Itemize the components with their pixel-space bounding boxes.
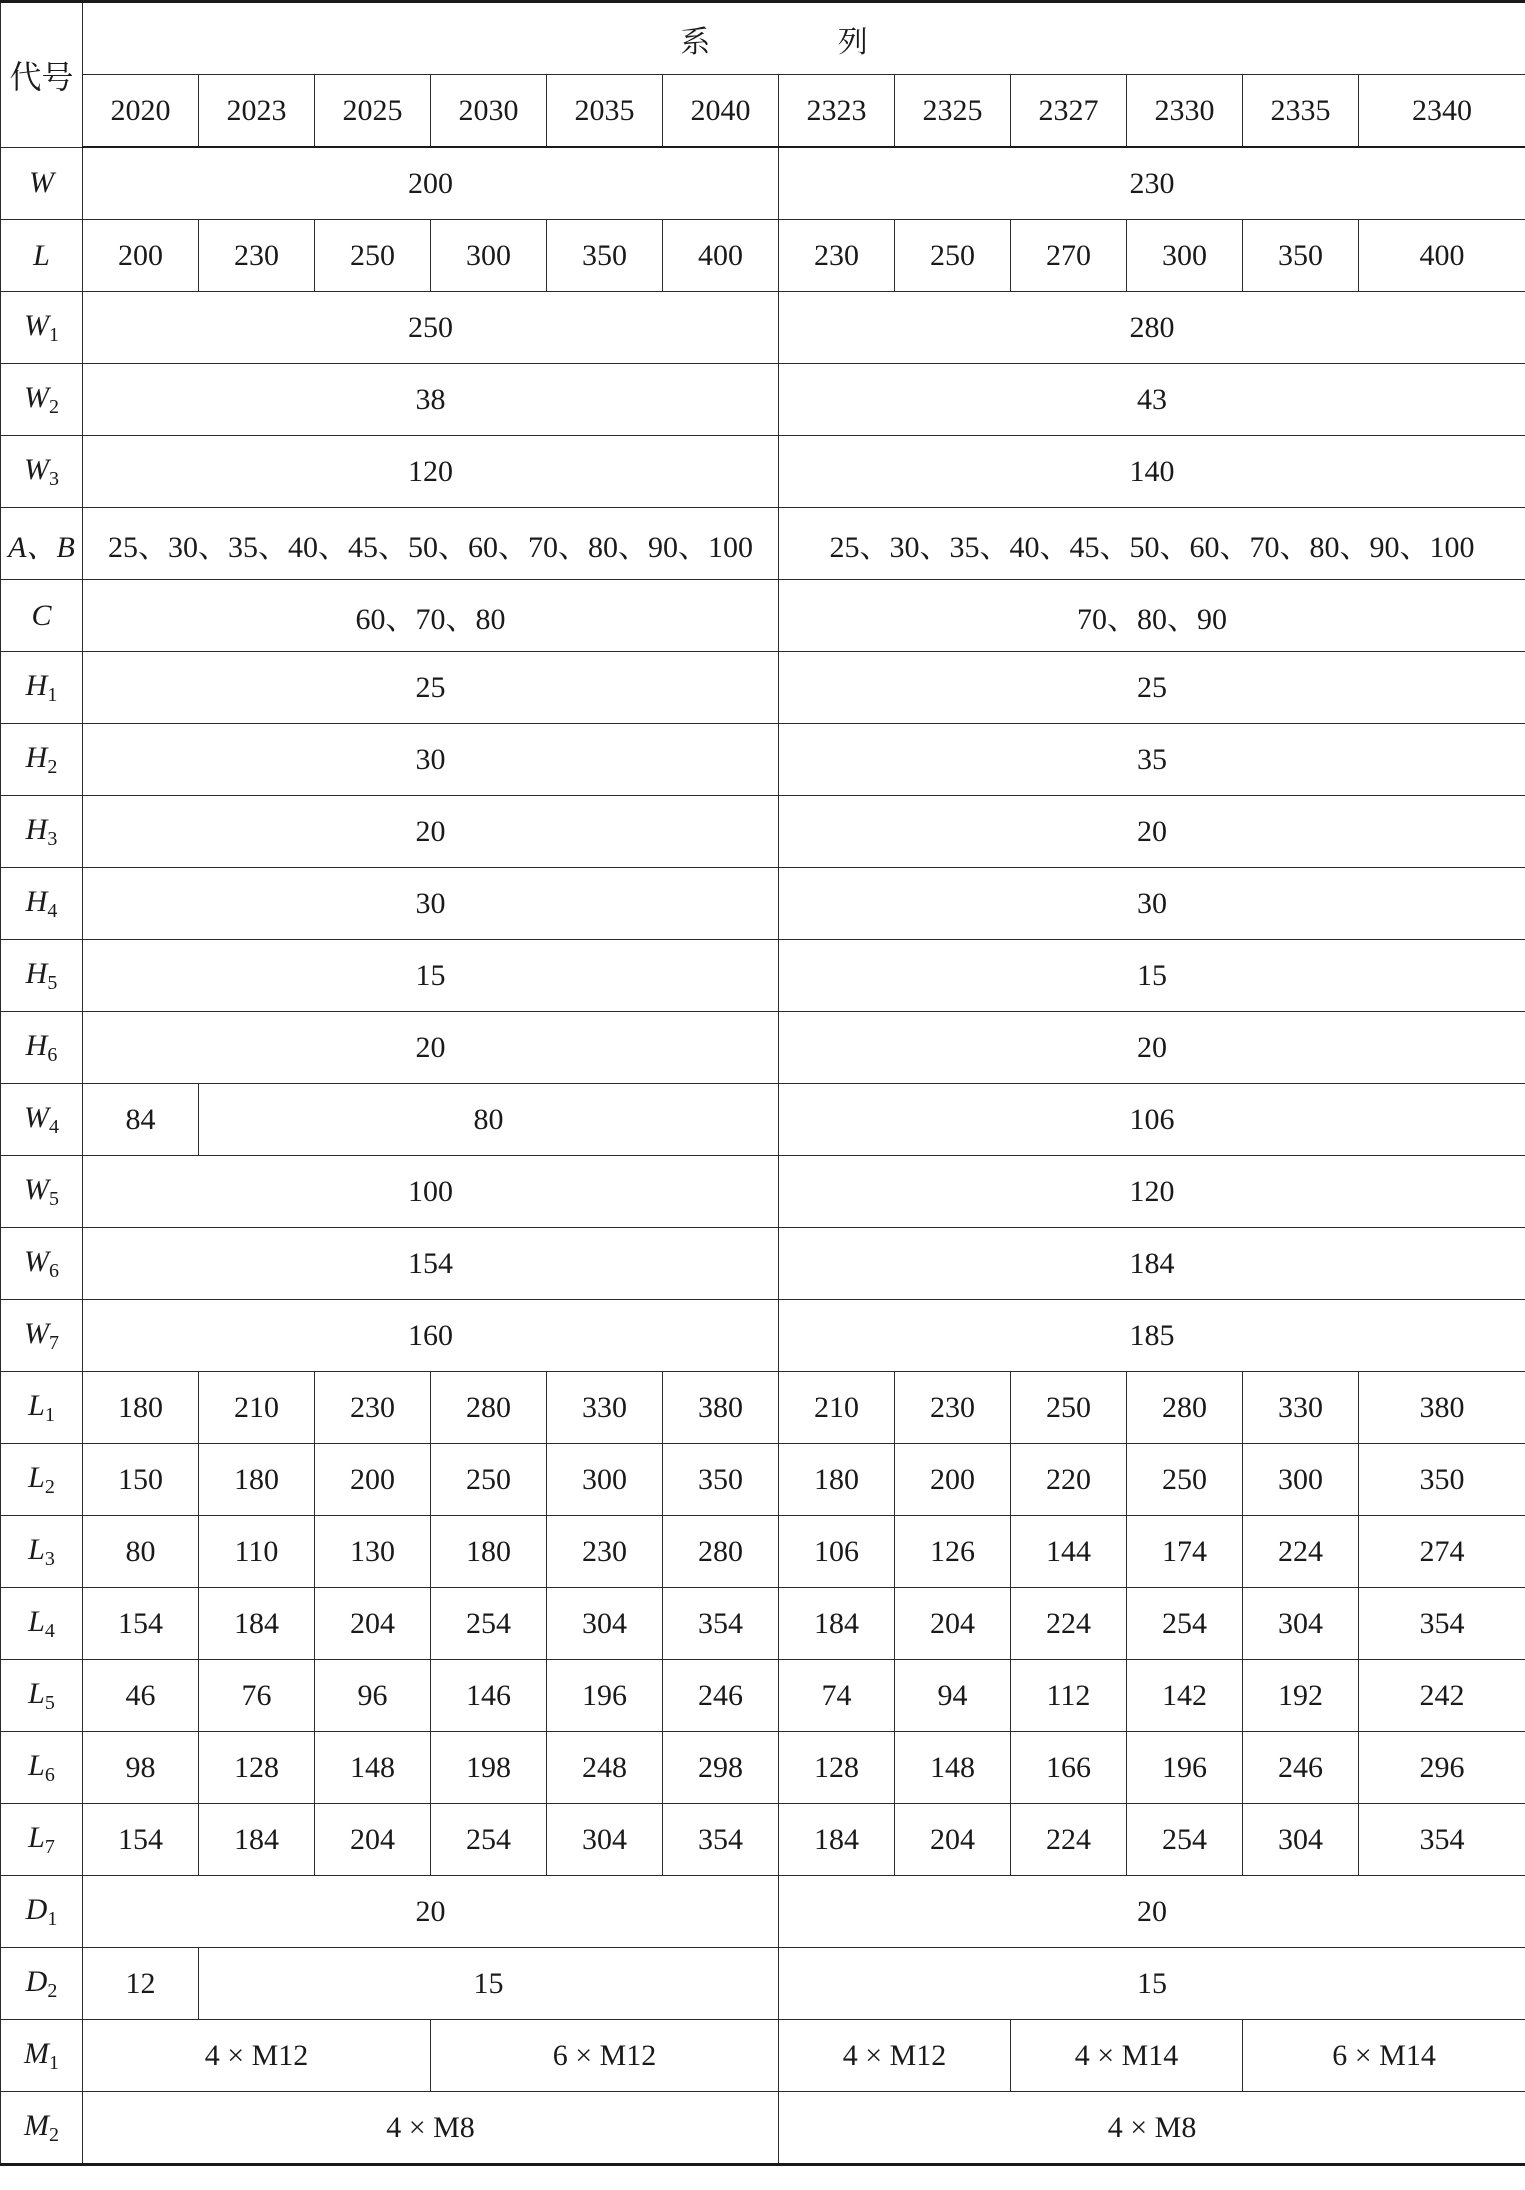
row-code-subscript: 4 [49, 1115, 59, 1138]
row-code-cell [1, 1804, 83, 1876]
row-code-subscript: 2 [47, 755, 58, 778]
table-row [1, 1444, 1525, 1516]
value-cell: 96 [315, 1660, 431, 1732]
value-cell: 354 [663, 1588, 779, 1660]
value-cell: 200 [315, 1444, 431, 1516]
row-code-symbol: H [25, 668, 48, 702]
row-code-symbol: C [31, 598, 52, 632]
value-cell: 220 [1011, 1444, 1127, 1516]
row-code-cell [1, 436, 83, 508]
table-row [1, 1228, 1525, 1300]
row-code-cell [1, 364, 83, 436]
table-row [1, 1012, 1525, 1084]
row-code-symbol: L [28, 1820, 45, 1854]
row-code-subscript: 7 [49, 1331, 59, 1354]
value-cell: 84 [83, 1084, 199, 1156]
value-cell: 224 [1011, 1588, 1127, 1660]
value-cell: 400 [663, 220, 779, 292]
row-code-subscript: 2 [49, 2123, 59, 2146]
row-code-symbol: W [29, 166, 54, 200]
table-row [1, 508, 1525, 580]
series-header: 系 列 [83, 2, 1525, 75]
value-cell: 76 [199, 1660, 315, 1732]
row-code-symbol: H [25, 740, 48, 774]
table-body [1, 2, 1525, 2165]
row-code-cell [1, 724, 83, 796]
value-cell: 280 [1127, 1372, 1243, 1444]
value-cell: 250 [1127, 1444, 1243, 1516]
value-cell: 400 [1359, 220, 1525, 292]
series-code-cell: 2323 [779, 75, 895, 148]
row-code-symbol: H [25, 956, 48, 990]
value-cell: 20 [83, 1012, 779, 1084]
value-cell: 250 [431, 1444, 547, 1516]
value-cell: 350 [1359, 1444, 1525, 1516]
row-code-subscript: 2 [47, 1979, 58, 2002]
row-code-subscript: 1 [49, 323, 59, 346]
value-cell: 300 [1127, 220, 1243, 292]
row-code-symbol: W [24, 452, 49, 486]
value-cell: 128 [779, 1732, 895, 1804]
row-code-symbol: M [24, 2108, 49, 2142]
value-cell: 330 [547, 1372, 663, 1444]
value-cell: 254 [431, 1804, 547, 1876]
value-cell: 128 [199, 1732, 315, 1804]
value-cell: 242 [1359, 1660, 1525, 1732]
value-cell: 20 [83, 1876, 779, 1948]
table-row [1, 220, 1525, 292]
value-cell: 300 [1243, 1444, 1359, 1516]
row-code-symbol: W [24, 308, 49, 342]
value-cell: 184 [779, 1588, 895, 1660]
value-cell: 274 [1359, 1516, 1525, 1588]
value-cell: 80 [83, 1516, 199, 1588]
table-row [1, 1084, 1525, 1156]
table-row [1, 1660, 1525, 1732]
row-code-cell [1, 2092, 83, 2165]
table-row [1, 796, 1525, 868]
value-cell: 30 [779, 868, 1525, 940]
row-code-subscript: 4 [44, 1619, 55, 1642]
value-cell: 154 [83, 1228, 779, 1300]
row-code-symbol: A、B [8, 530, 75, 564]
value-cell: 100 [83, 1156, 779, 1228]
value-cell: 254 [1127, 1804, 1243, 1876]
table-row [1, 292, 1525, 364]
value-cell: 166 [1011, 1732, 1127, 1804]
series-code-cell: 2325 [895, 75, 1011, 148]
value-cell: 192 [1243, 1660, 1359, 1732]
row-code-symbol: W [24, 380, 49, 414]
value-cell: 196 [1127, 1732, 1243, 1804]
value-cell: 160 [83, 1300, 779, 1372]
row-code-symbol: H [25, 1028, 48, 1062]
row-code-symbol: L [28, 1532, 45, 1566]
value-cell: 304 [1243, 1804, 1359, 1876]
value-cell: 210 [199, 1372, 315, 1444]
value-cell: 330 [1243, 1372, 1359, 1444]
row-code-symbol: L [28, 1460, 45, 1494]
series-code-cell: 2023 [199, 75, 315, 148]
value-cell: 354 [663, 1804, 779, 1876]
value-cell: 148 [895, 1732, 1011, 1804]
value-cell: 4 × M12 [779, 2020, 1011, 2092]
value-cell: 200 [83, 147, 779, 220]
value-cell: 80 [199, 1084, 779, 1156]
row-code-cell [1, 1084, 83, 1156]
code-header: 代号 [1, 2, 83, 148]
row-code-cell [1, 292, 83, 364]
value-cell: 196 [547, 1660, 663, 1732]
row-code-subscript: 1 [49, 2051, 59, 2074]
value-cell: 148 [315, 1732, 431, 1804]
row-code-symbol: W [24, 1100, 49, 1134]
value-cell: 224 [1243, 1516, 1359, 1588]
table-row [1, 364, 1525, 436]
row-code-cell [1, 1588, 83, 1660]
row-code-subscript: 3 [47, 827, 58, 850]
value-cell: 4 × M8 [83, 2092, 779, 2165]
value-cell: 298 [663, 1732, 779, 1804]
value-cell: 270 [1011, 220, 1127, 292]
value-cell: 38 [83, 364, 779, 436]
value-cell: 180 [199, 1444, 315, 1516]
row-code-subscript: 4 [47, 899, 58, 922]
value-cell: 184 [779, 1804, 895, 1876]
value-cell: 20 [779, 796, 1525, 868]
value-cell: 380 [1359, 1372, 1525, 1444]
value-cell: 380 [663, 1372, 779, 1444]
value-cell: 204 [895, 1804, 1011, 1876]
series-code-cell: 2340 [1359, 75, 1525, 148]
row-code-symbol: D [25, 1964, 48, 1998]
value-cell: 350 [1243, 220, 1359, 292]
value-cell: 142 [1127, 1660, 1243, 1732]
value-cell: 20 [779, 1876, 1525, 1948]
value-cell: 230 [547, 1516, 663, 1588]
value-cell: 230 [315, 1372, 431, 1444]
value-cell: 4 × M14 [1011, 2020, 1243, 2092]
value-cell: 120 [83, 436, 779, 508]
value-cell: 184 [779, 1228, 1525, 1300]
table-row [1, 2020, 1525, 2092]
value-cell: 198 [431, 1732, 547, 1804]
value-cell: 250 [895, 220, 1011, 292]
row-code-symbol: H [25, 812, 48, 846]
row-code-cell [1, 1948, 83, 2020]
row-code-symbol: H [25, 884, 48, 918]
value-cell: 43 [779, 364, 1525, 436]
value-cell: 60、70、80 [83, 580, 779, 652]
table-row [1, 436, 1525, 508]
table-row [1, 1588, 1525, 1660]
value-cell: 184 [199, 1588, 315, 1660]
row-code-subscript: 6 [44, 1763, 55, 1786]
row-code-cell [1, 1156, 83, 1228]
value-cell: 230 [779, 220, 895, 292]
value-cell: 25、30、35、40、45、50、60、70、80、90、100 [779, 508, 1525, 580]
value-cell: 304 [547, 1588, 663, 1660]
value-cell: 15 [83, 940, 779, 1012]
row-code-cell [1, 1012, 83, 1084]
row-code-symbol: M [24, 2036, 49, 2070]
value-cell: 4 × M8 [779, 2092, 1525, 2165]
value-cell: 180 [779, 1444, 895, 1516]
value-cell: 120 [779, 1156, 1525, 1228]
row-code-cell [1, 2020, 83, 2092]
value-cell: 224 [1011, 1804, 1127, 1876]
value-cell: 248 [547, 1732, 663, 1804]
table-row [1, 652, 1525, 724]
value-cell: 304 [1243, 1588, 1359, 1660]
value-cell: 230 [779, 147, 1525, 220]
value-cell: 150 [83, 1444, 199, 1516]
row-code-subscript: 1 [47, 683, 58, 706]
row-code-cell [1, 1372, 83, 1444]
value-cell: 300 [431, 220, 547, 292]
value-cell: 15 [779, 940, 1525, 1012]
table-row [1, 1156, 1525, 1228]
value-cell: 230 [895, 1372, 1011, 1444]
value-cell: 304 [547, 1804, 663, 1876]
value-cell: 350 [547, 220, 663, 292]
table-row [1, 1372, 1525, 1444]
value-cell: 204 [315, 1588, 431, 1660]
row-code-cell [1, 1444, 83, 1516]
header-row-series [1, 2, 1525, 75]
series-code-cell: 2040 [663, 75, 779, 148]
row-code-symbol: W [24, 1316, 49, 1350]
value-cell: 210 [779, 1372, 895, 1444]
value-cell: 204 [895, 1588, 1011, 1660]
row-code-symbol: L [28, 1748, 45, 1782]
value-cell: 254 [1127, 1588, 1243, 1660]
value-cell: 94 [895, 1660, 1011, 1732]
value-cell: 246 [663, 1660, 779, 1732]
value-cell: 280 [663, 1516, 779, 1588]
row-code-subscript: 5 [44, 1691, 55, 1714]
series-code-cell: 2035 [547, 75, 663, 148]
value-cell: 154 [83, 1588, 199, 1660]
series-code-cell: 2020 [83, 75, 199, 148]
value-cell: 250 [83, 292, 779, 364]
value-cell: 46 [83, 1660, 199, 1732]
value-cell: 250 [315, 220, 431, 292]
row-code-subscript: 2 [49, 395, 59, 418]
value-cell: 230 [199, 220, 315, 292]
value-cell: 204 [315, 1804, 431, 1876]
row-code-symbol: L [28, 1388, 45, 1422]
row-code-cell [1, 652, 83, 724]
value-cell: 70、80、90 [779, 580, 1525, 652]
value-cell: 185 [779, 1300, 1525, 1372]
row-code-symbol: W [24, 1244, 49, 1278]
value-cell: 280 [431, 1372, 547, 1444]
value-cell: 74 [779, 1660, 895, 1732]
row-code-subscript: 6 [47, 1043, 58, 1066]
value-cell: 246 [1243, 1732, 1359, 1804]
row-code-cell [1, 508, 83, 580]
value-cell: 106 [779, 1084, 1525, 1156]
value-cell: 25 [779, 652, 1525, 724]
value-cell: 200 [895, 1444, 1011, 1516]
row-code-subscript: 3 [49, 467, 59, 490]
series-code-cell: 2327 [1011, 75, 1127, 148]
row-code-subscript: 6 [49, 1259, 59, 1282]
series-code-cell: 2335 [1243, 75, 1359, 148]
row-code-symbol: L [33, 238, 50, 272]
value-cell: 140 [779, 436, 1525, 508]
value-cell: 174 [1127, 1516, 1243, 1588]
row-code-subscript: 3 [44, 1547, 55, 1570]
value-cell: 354 [1359, 1588, 1525, 1660]
row-code-cell [1, 1228, 83, 1300]
value-cell: 110 [199, 1516, 315, 1588]
row-code-cell [1, 147, 83, 220]
row-code-cell [1, 220, 83, 292]
value-cell: 98 [83, 1732, 199, 1804]
value-cell: 25 [83, 652, 779, 724]
row-code-subscript: 1 [47, 1907, 58, 1930]
table-row [1, 1876, 1525, 1948]
value-cell: 354 [1359, 1804, 1525, 1876]
table-row [1, 1516, 1525, 1588]
row-code-subscript: 1 [44, 1403, 55, 1426]
value-cell: 30 [83, 724, 779, 796]
row-code-cell [1, 1516, 83, 1588]
row-code-cell [1, 580, 83, 652]
row-code-cell [1, 796, 83, 868]
table-row [1, 2092, 1525, 2165]
table-row [1, 1732, 1525, 1804]
series-code-cell: 2030 [431, 75, 547, 148]
value-cell: 30 [83, 868, 779, 940]
value-cell: 184 [199, 1804, 315, 1876]
header-row-series-codes [1, 75, 1525, 148]
value-cell: 144 [1011, 1516, 1127, 1588]
row-code-subscript: 2 [44, 1475, 55, 1498]
table-row [1, 147, 1525, 220]
row-code-symbol: L [28, 1604, 45, 1638]
row-code-cell [1, 1300, 83, 1372]
value-cell: 180 [83, 1372, 199, 1444]
row-code-symbol: D [25, 1892, 48, 1926]
value-cell: 20 [779, 1012, 1525, 1084]
value-cell: 126 [895, 1516, 1011, 1588]
row-code-subscript: 5 [49, 1187, 59, 1210]
value-cell: 25、30、35、40、45、50、60、70、80、90、100 [83, 508, 779, 580]
table-row [1, 940, 1525, 1012]
table-row [1, 868, 1525, 940]
value-cell: 280 [779, 292, 1525, 364]
value-cell: 12 [83, 1948, 199, 2020]
row-code-cell [1, 1876, 83, 1948]
value-cell: 350 [663, 1444, 779, 1516]
row-code-cell [1, 868, 83, 940]
value-cell: 254 [431, 1588, 547, 1660]
row-code-cell [1, 1732, 83, 1804]
value-cell: 6 × M12 [431, 2020, 779, 2092]
table-row [1, 1300, 1525, 1372]
value-cell: 146 [431, 1660, 547, 1732]
value-cell: 200 [83, 220, 199, 292]
row-code-subscript: 5 [47, 971, 58, 994]
table-row [1, 580, 1525, 652]
row-code-subscript: 7 [44, 1835, 55, 1858]
value-cell: 20 [83, 796, 779, 868]
row-code-cell [1, 1660, 83, 1732]
value-cell: 250 [1011, 1372, 1127, 1444]
value-cell: 130 [315, 1516, 431, 1588]
value-cell: 35 [779, 724, 1525, 796]
value-cell: 4 × M12 [83, 2020, 431, 2092]
table-row [1, 724, 1525, 796]
value-cell: 180 [431, 1516, 547, 1588]
value-cell: 6 × M14 [1243, 2020, 1525, 2092]
row-code-symbol: L [28, 1676, 45, 1710]
table-row [1, 1948, 1525, 2020]
value-cell: 154 [83, 1804, 199, 1876]
value-cell: 106 [779, 1516, 895, 1588]
value-cell: 15 [199, 1948, 779, 2020]
value-cell: 300 [547, 1444, 663, 1516]
value-cell: 112 [1011, 1660, 1127, 1732]
row-code-cell [1, 940, 83, 1012]
row-code-symbol: W [24, 1172, 49, 1206]
series-code-cell: 2330 [1127, 75, 1243, 148]
value-cell: 15 [779, 1948, 1525, 2020]
table-row [1, 1804, 1525, 1876]
value-cell: 296 [1359, 1732, 1525, 1804]
series-code-cell: 2025 [315, 75, 431, 148]
